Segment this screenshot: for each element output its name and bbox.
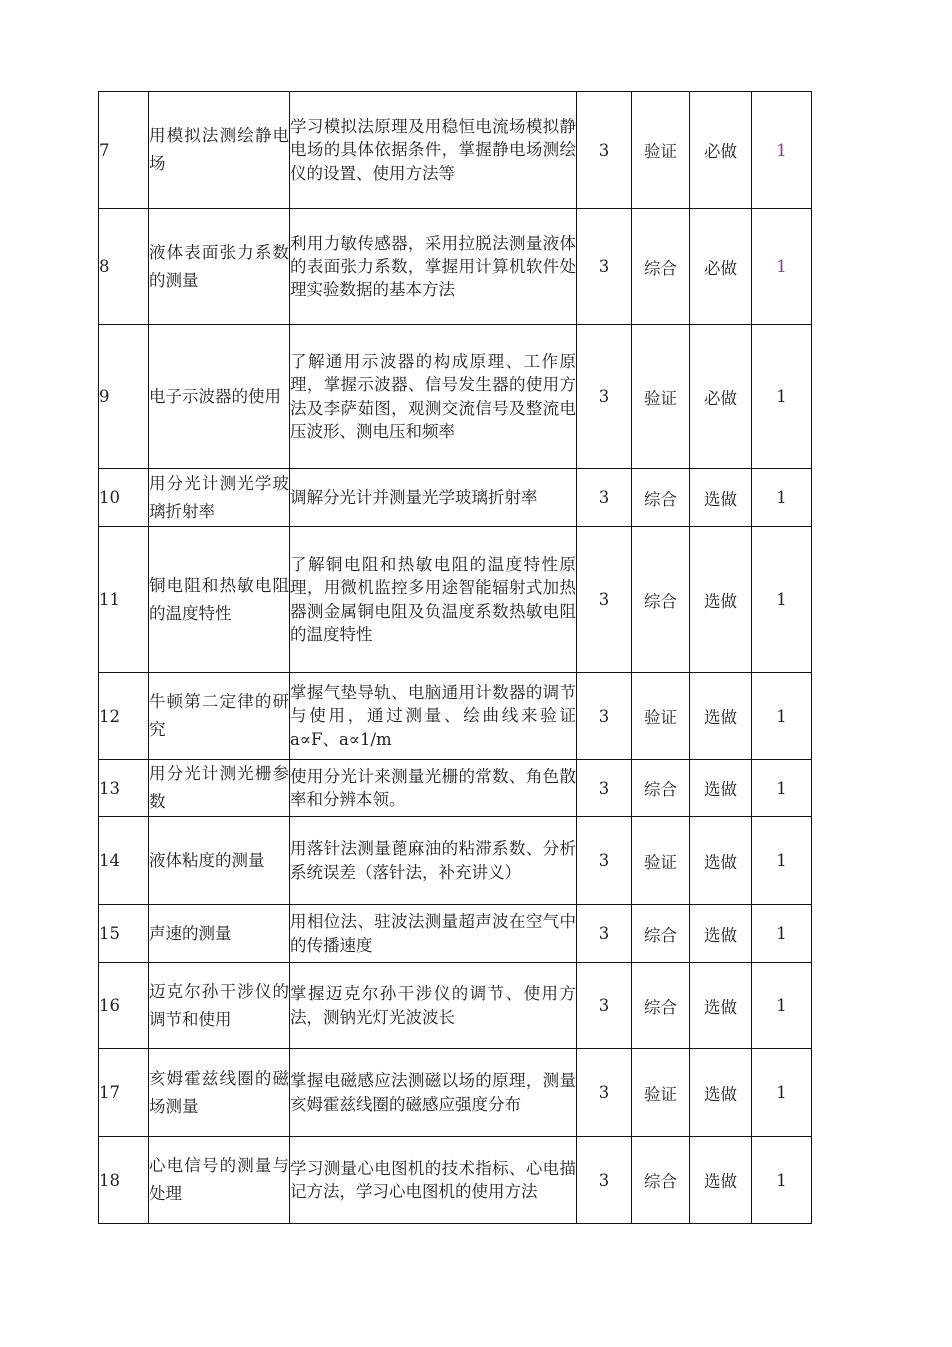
experiment-requirement: 选做 [690,527,752,673]
table-row [99,469,812,527]
table-row [99,325,812,469]
experiment-type: 验证 [632,817,690,905]
table-row [99,673,812,760]
experiment-type: 综合 [632,905,690,963]
experiment-description: 了解通用示波器的构成原理、工作原理，掌握示波器、信号发生器的使用方法及李萨茹图，观测交流信号及整流电压波形、测电压和频率 [290,325,577,469]
experiment-requirement: 必做 [690,92,752,209]
row-number: 14 [99,817,149,905]
experiment-name: 电子示波器的使用 [149,325,290,469]
experiment-type: 验证 [632,1049,690,1137]
experiment-hours: 3 [577,760,632,817]
table-row [99,905,812,963]
experiment-hours: 3 [577,817,632,905]
experiment-hours: 3 [577,905,632,963]
experiment-description: 掌握气垫导轨、电脑通用计数器的调节与使用，通过测量、绘曲线来验证 a∝F、a∝1/m [290,673,577,760]
experiment-description: 学习模拟法原理及用稳恒电流场模拟静电场的具体依据条件，掌握静电场测绘仪的设置、使用方法等 [290,92,577,209]
experiment-group-count: 1 [752,325,812,469]
table-row [99,527,812,673]
experiment-name: 用模拟法测绘静电场 [149,92,290,209]
experiment-group-count: 1 [752,760,812,817]
experiment-hours: 3 [577,92,632,209]
table-row [99,1049,812,1137]
row-number: 8 [99,209,149,325]
experiment-name: 用分光计测光栅参数 [149,760,290,817]
row-number: 16 [99,963,149,1049]
table-row [99,963,812,1049]
experiment-description: 用相位法、驻波法测量超声波在空气中的传播速度 [290,905,577,963]
experiment-group-count: 1 [752,673,812,760]
experiment-type: 验证 [632,673,690,760]
row-number: 17 [99,1049,149,1137]
group-count-value: 1 [776,257,787,276]
experiment-name: 铜电阻和热敏电阻的温度特性 [149,527,290,673]
experiment-name: 迈克尔孙干涉仪的调节和使用 [149,963,290,1049]
experiment-type: 综合 [632,469,690,527]
experiment-group-count [752,92,812,209]
experiment-name: 液体表面张力系数的测量 [149,209,290,325]
experiment-type: 综合 [632,1137,690,1224]
experiment-description: 掌握迈克尔孙干涉仪的调节、使用方法，测钠光灯光波波长 [290,963,577,1049]
experiment-group-count: 1 [752,1049,812,1137]
row-number: 11 [99,527,149,673]
experiment-requirement: 选做 [690,673,752,760]
experiment-table [98,91,812,1224]
experiment-name: 声速的测量 [149,905,290,963]
experiment-type: 综合 [632,527,690,673]
experiment-name: 亥姆霍兹线圈的磁场测量 [149,1049,290,1137]
table-row [99,1137,812,1224]
row-number: 12 [99,673,149,760]
experiment-name: 牛顿第二定律的研究 [149,673,290,760]
experiment-hours: 3 [577,527,632,673]
experiment-hours: 3 [577,469,632,527]
experiment-name: 用分光计测光学玻璃折射率 [149,469,290,527]
experiment-description: 使用分光计来测量光栅的常数、角色散率和分辨本领。 [290,760,577,817]
row-number: 15 [99,905,149,963]
experiment-type: 综合 [632,963,690,1049]
experiment-description: 掌握电磁感应法测磁以场的原理，测量亥姆霍兹线圈的磁感应强度分布 [290,1049,577,1137]
experiment-name: 心电信号的测量与处理 [149,1137,290,1224]
experiment-description: 利用力敏传感器，采用拉脱法测量液体的表面张力系数，掌握用计算机软件处理实验数据的基本方法 [290,209,577,325]
experiment-requirement: 选做 [690,905,752,963]
experiment-requirement: 选做 [690,469,752,527]
experiment-description: 了解铜电阻和热敏电阻的温度特性原理，用微机监控多用途智能辐射式加热器测金属铜电阻及负温度系数热敏电阻的温度特性 [290,527,577,673]
experiment-requirement: 必做 [690,209,752,325]
experiment-group-count: 1 [752,527,812,673]
row-number: 10 [99,469,149,527]
experiment-requirement: 选做 [690,963,752,1049]
experiment-description: 学习测量心电图机的技术指标、心电描记方法，学习心电图机的使用方法 [290,1137,577,1224]
experiment-hours: 3 [577,1049,632,1137]
experiment-requirement: 必做 [690,325,752,469]
table-row [99,92,812,209]
experiment-name: 液体粘度的测量 [149,817,290,905]
experiment-hours: 3 [577,325,632,469]
experiment-requirement: 选做 [690,1049,752,1137]
experiment-requirement: 选做 [690,817,752,905]
table-row [99,760,812,817]
table-row [99,817,812,905]
experiment-requirement: 选做 [690,760,752,817]
experiment-hours: 3 [577,209,632,325]
table-row [99,209,812,325]
experiment-hours: 3 [577,673,632,760]
row-number: 9 [99,325,149,469]
experiment-type: 验证 [632,92,690,209]
experiment-group-count: 1 [752,905,812,963]
experiment-type: 验证 [632,325,690,469]
row-number: 18 [99,1137,149,1224]
experiment-group-count: 1 [752,469,812,527]
experiment-type: 综合 [632,209,690,325]
row-number: 13 [99,760,149,817]
experiment-hours: 3 [577,963,632,1049]
experiment-group-count: 1 [752,817,812,905]
experiment-requirement: 选做 [690,1137,752,1224]
experiment-description: 用落针法测量蓖麻油的粘滞系数、分析系统误差（落针法，补充讲义） [290,817,577,905]
experiment-description: 调解分光计并测量光学玻璃折射率 [290,469,577,527]
group-count-value: 1 [776,140,787,160]
experiment-group-count: 1 [752,1137,812,1224]
experiment-group-count [752,209,812,325]
experiment-type: 综合 [632,760,690,817]
row-number: 7 [99,92,149,209]
experiment-hours: 3 [577,1137,632,1224]
experiment-group-count: 1 [752,963,812,1049]
